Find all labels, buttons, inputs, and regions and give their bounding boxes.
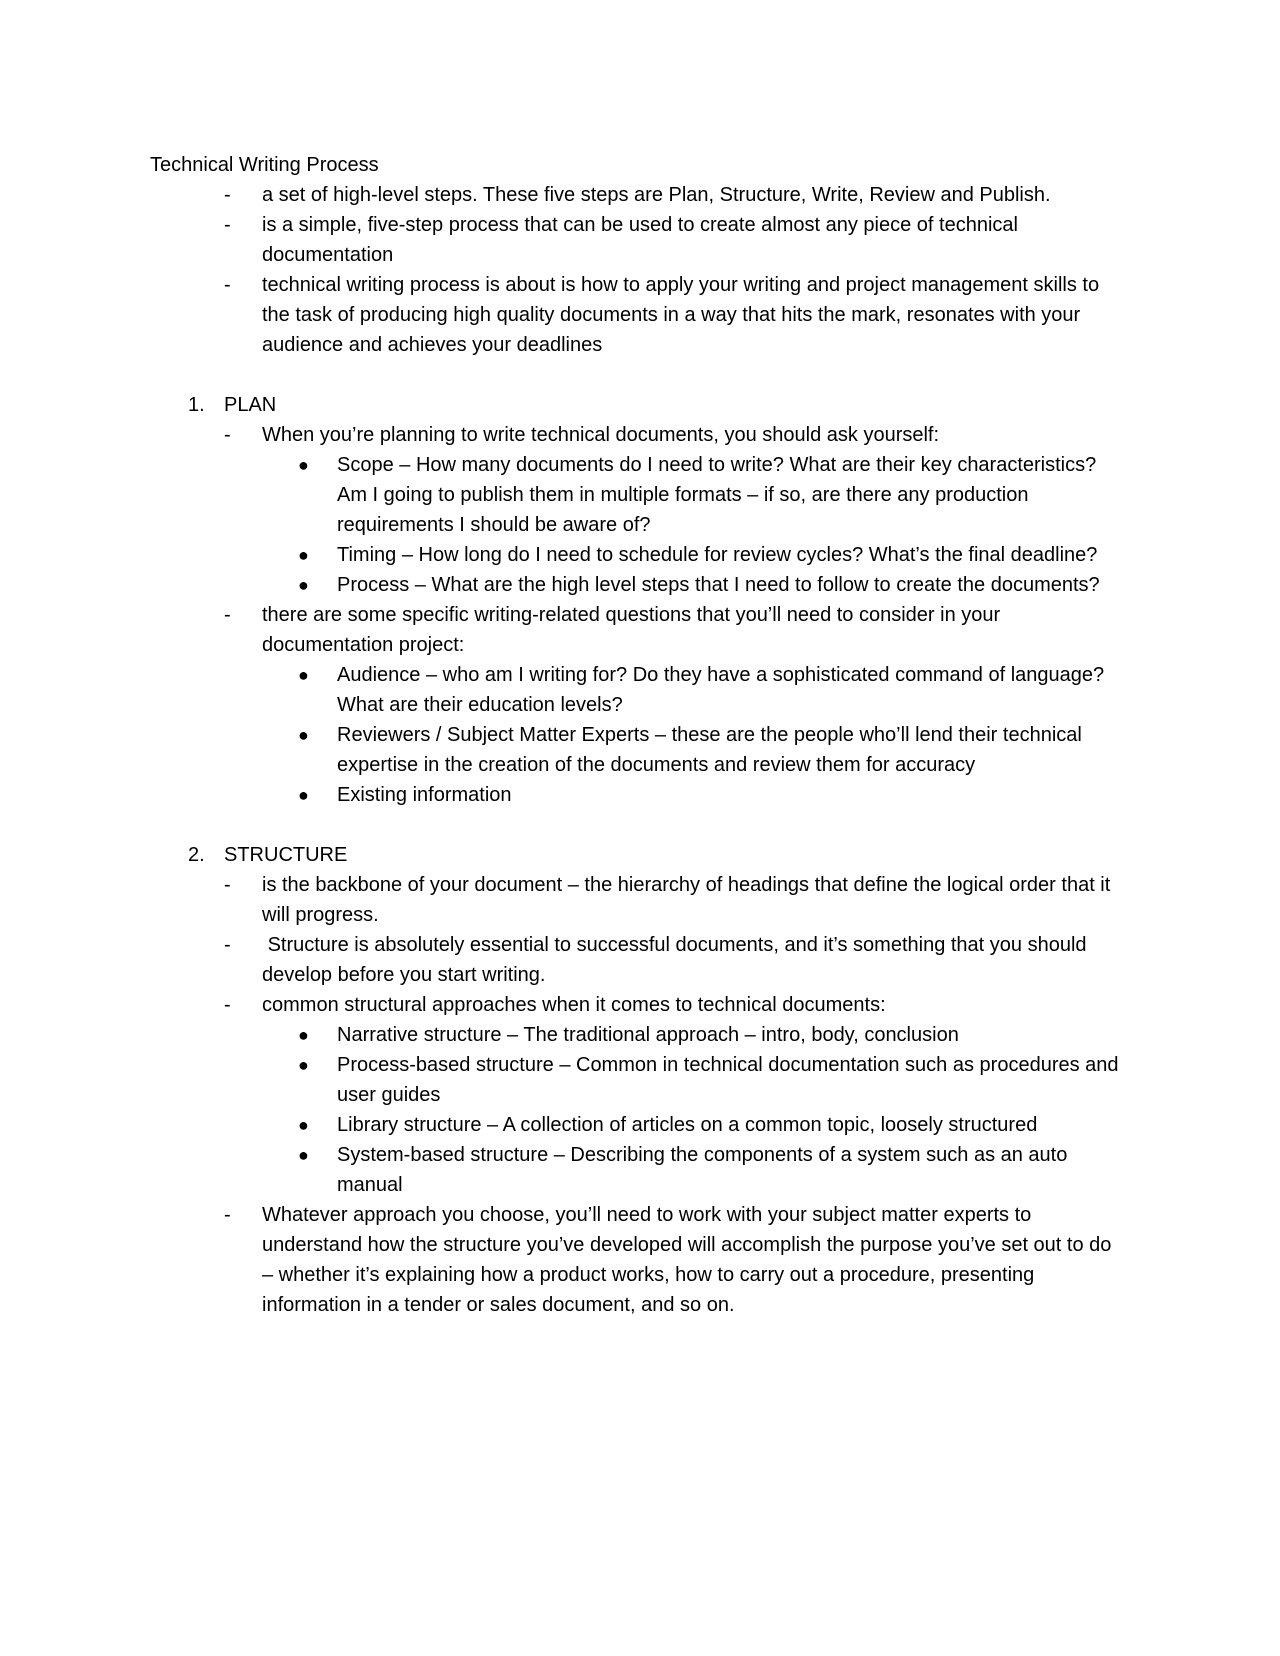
bullet-text: Existing information (337, 784, 512, 806)
dash-marker: - (224, 424, 231, 446)
bullet-text: Process – What are the high level steps that I need to follow to create the documents? (337, 574, 1100, 596)
list-item-text: there are some specific writing-related questions that you’ll need to consider in your documentation project: (262, 604, 1001, 656)
dash-marker: - (224, 274, 231, 296)
dash-marker: - (224, 1204, 231, 1226)
section-title: STRUCTURE (224, 844, 348, 866)
bullet-item (298, 660, 1120, 720)
section-structure (150, 840, 1120, 1320)
dash-marker: - (224, 874, 231, 896)
bullet-list (262, 1020, 1120, 1200)
intro-list (150, 180, 1120, 360)
section-list (150, 420, 1120, 810)
bullet-marker: ● (298, 785, 309, 805)
bullet-marker: ● (298, 1145, 309, 1165)
bullet-marker: ● (298, 1025, 309, 1045)
bullet-item (298, 1110, 1120, 1140)
section-list (150, 870, 1120, 1320)
list-item-text: is the backbone of your document – the hierarchy of headings that define the logical order that it will progress. (262, 874, 1111, 926)
list-item (224, 870, 1120, 930)
list-item (224, 420, 1120, 600)
bullet-item (298, 540, 1120, 570)
bullet-marker: ● (298, 575, 309, 595)
bullet-text: Process-based structure – Common in technical documentation such as procedures and user guides (337, 1054, 1119, 1106)
section-title: PLAN (224, 394, 277, 416)
bullet-marker: ● (298, 545, 309, 565)
bullet-text: Timing – How long do I need to schedule for review cycles? What’s the final deadline? (337, 544, 1098, 566)
bullet-list (262, 660, 1120, 810)
list-item (224, 270, 1120, 360)
bullet-item (298, 450, 1120, 540)
bullet-text: Reviewers / Subject Matter Experts – these are the people who’ll lend their technical expertise in the creation of the documents and review them for accuracy (337, 724, 1082, 776)
bullet-marker: ● (298, 665, 309, 685)
list-item (224, 930, 1120, 990)
document-page (150, 150, 1120, 1320)
bullet-marker: ● (298, 455, 309, 475)
section-number: 1. (188, 394, 205, 416)
list-item-text: technical writing process is about is how to apply your writing and project management skills to the task of producing high quality documents in a way that hits the mark, resonates with your audience and achieves your deadlines (262, 274, 1100, 356)
bullet-marker: ● (298, 725, 309, 745)
section-heading (150, 390, 1120, 420)
bullet-text: Audience – who am I writing for? Do they have a sophisticated command of language? What are their education levels? (337, 664, 1105, 716)
bullet-text: Library structure – A collection of articles on a common topic, loosely structured (337, 1114, 1038, 1136)
bullet-text: Narrative structure – The traditional approach – intro, body, conclusion (337, 1024, 959, 1046)
bullet-item (298, 1050, 1120, 1110)
list-item (224, 600, 1120, 810)
list-item (224, 1200, 1120, 1320)
bullet-item (298, 1140, 1120, 1200)
section-heading (150, 840, 1120, 870)
section-number: 2. (188, 844, 205, 866)
bullet-item (298, 720, 1120, 780)
list-item-text: is a simple, five-step process that can be used to create almost any piece of technical documentation (262, 214, 1018, 266)
dash-marker: - (224, 604, 231, 626)
list-item-text: common structural approaches when it comes to technical documents: (262, 994, 886, 1016)
bullet-marker: ● (298, 1055, 309, 1075)
list-item-text: a set of high-level steps. These five steps are Plan, Structure, Write, Review and Publish. (262, 184, 1051, 206)
list-item-text: Whatever approach you choose, you’ll need to work with your subject matter experts to understand how the structure you’ve developed will accomplish the purpose you’ve set out to do – whether it’s explaining how a product works, how to carry out a procedure, presenting information in a tender or sales document, and so on. (262, 1204, 1112, 1316)
list-item-text: Structure is absolutely essential to successful documents, and it’s something that you should develop before you start writing. (262, 934, 1093, 986)
bullet-item (298, 780, 1120, 810)
bullet-item (298, 1020, 1120, 1050)
bullet-list (262, 450, 1120, 600)
bullet-marker: ● (298, 1115, 309, 1135)
list-item-text: When you’re planning to write technical documents, you should ask yourself: (262, 424, 940, 446)
list-item (224, 210, 1120, 270)
section-plan (150, 390, 1120, 810)
document-title: Technical Writing Process (150, 154, 379, 176)
list-item (224, 990, 1120, 1200)
list-item (224, 180, 1120, 210)
dash-marker: - (224, 184, 231, 206)
dash-marker: - (224, 934, 231, 956)
bullet-item (298, 570, 1120, 600)
bullet-text: System-based structure – Describing the components of a system such as an auto manual (337, 1144, 1068, 1196)
dash-marker: - (224, 994, 231, 1016)
dash-marker: - (224, 214, 231, 236)
bullet-text: Scope – How many documents do I need to write? What are their key characteristics? Am I going to publish them in multiple formats – if so, are there any production requirements I should be aware of? (337, 454, 1097, 536)
